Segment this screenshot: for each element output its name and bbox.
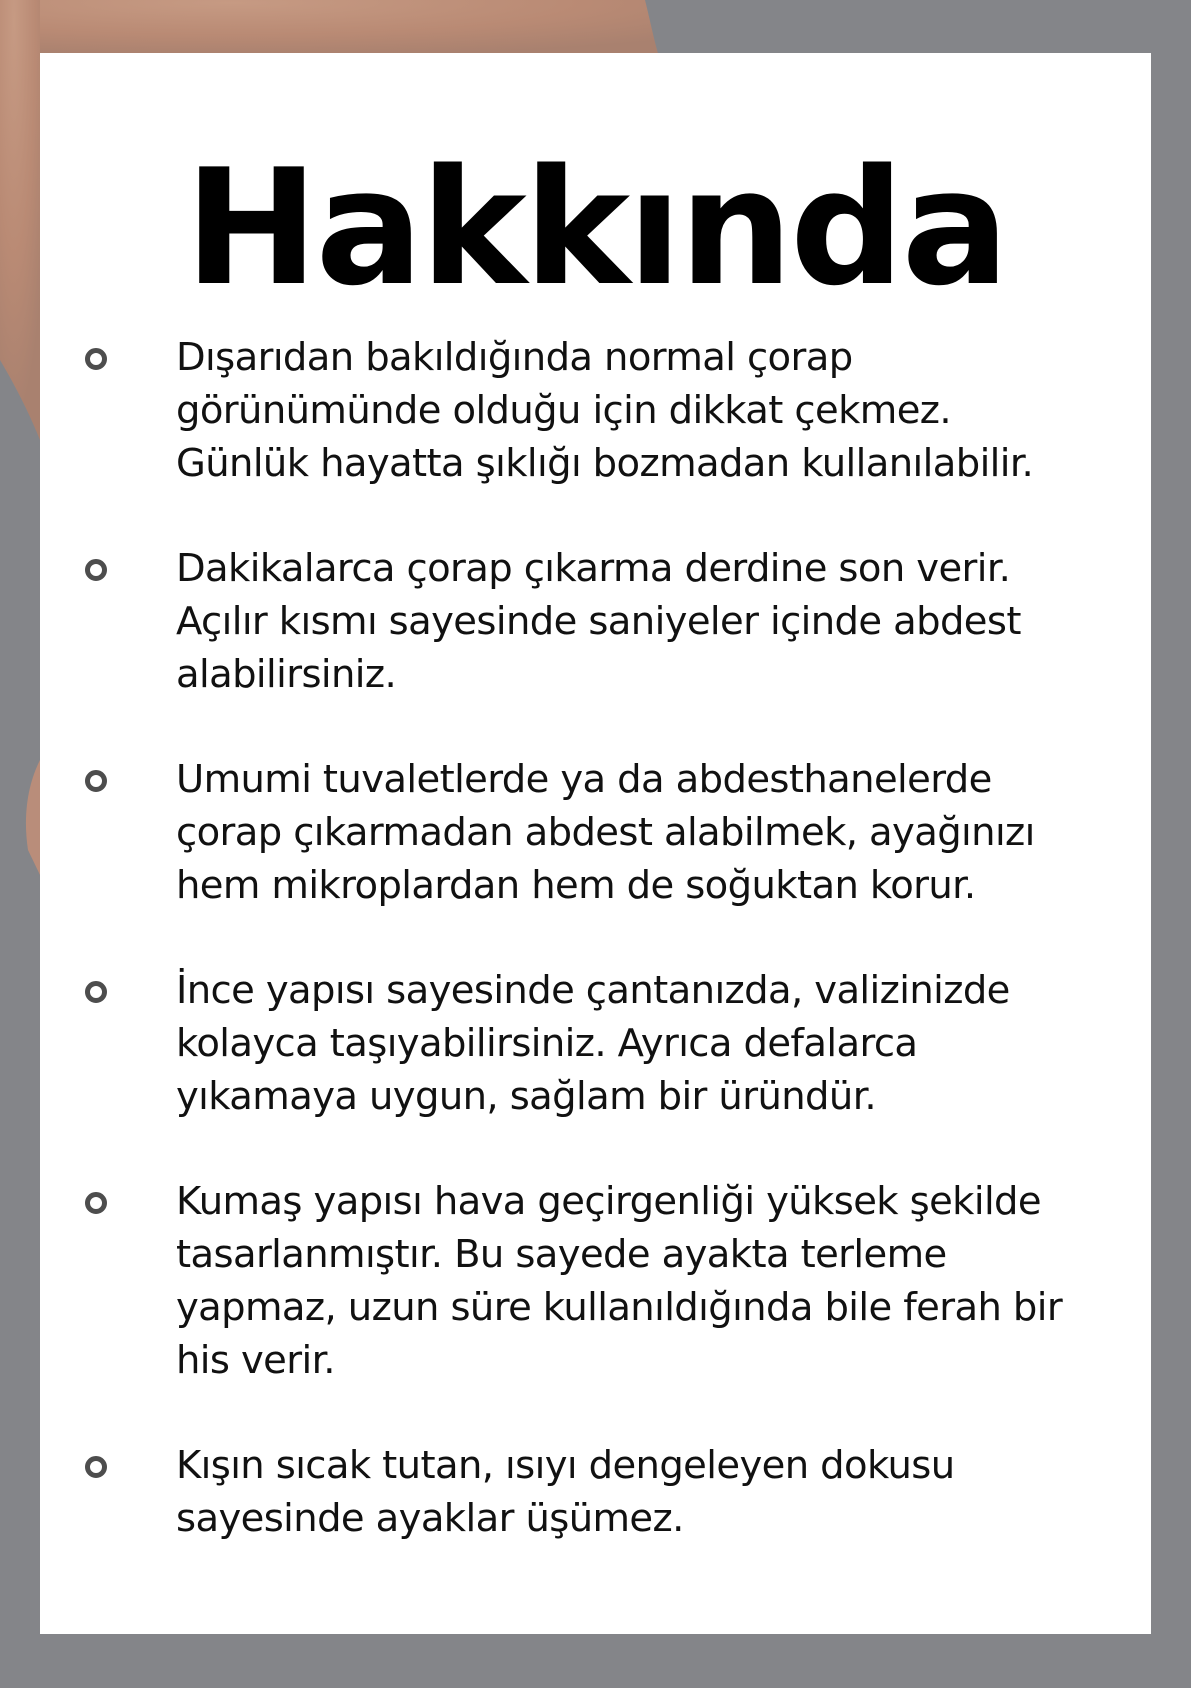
text-line: Günlük hayatta şıklığı bozmadan kullanılabilir. — [176, 441, 1034, 486]
text-line: his verir. — [176, 1338, 335, 1383]
list-item-text — [176, 1175, 1191, 1387]
bullet-circle-icon — [85, 770, 107, 792]
text-line: yapmaz, uzun süre kullanıldığında bile ferah bir — [176, 1285, 1063, 1330]
text-line: görünümünde olduğu için dikkat çekmez. — [176, 388, 952, 433]
bullet-circle-icon — [85, 348, 107, 370]
text-line: kolayca taşıyabilirsiniz. Ayrıca defalarca — [176, 1021, 918, 1066]
text-line: sayesinde ayaklar üşümez. — [176, 1496, 684, 1541]
text-line: Kumaş yapısı hava geçirgenliği yüksek şekilde — [176, 1179, 1041, 1224]
list-item-text — [176, 964, 1191, 1123]
page-title: Hakkında — [184, 134, 1007, 321]
bullet-circle-icon — [85, 1456, 107, 1478]
list-item-text — [176, 1439, 1191, 1545]
content-card — [40, 53, 1151, 1634]
list-item-text — [176, 331, 1191, 490]
text-line: Dışarıdan bakıldığında normal çorap — [176, 335, 853, 380]
bullet-circle-icon — [85, 1192, 107, 1214]
bullet-circle-icon — [85, 981, 107, 1003]
text-line: Dakikalarca çorap çıkarma derdine son verir. — [176, 546, 1011, 591]
text-line: tasarlanmıştır. Bu sayede ayakta terleme — [176, 1232, 947, 1277]
text-line: yıkamaya uygun, sağlam bir üründür. — [176, 1074, 877, 1119]
list-item-text — [176, 753, 1191, 912]
text-line: çorap çıkarmadan abdest alabilmek, ayağınızı — [176, 810, 1035, 855]
text-line: Açılır kısmı sayesinde saniyeler içinde abdest — [176, 599, 1021, 644]
text-line: alabilirsiniz. — [176, 652, 397, 697]
bullet-circle-icon — [85, 559, 107, 581]
text-line: Kışın sıcak tutan, ısıyı dengeleyen dokusu — [176, 1443, 955, 1488]
list-item-text — [176, 542, 1191, 701]
text-line: Umumi tuvaletlerde ya da abdesthanelerde — [176, 757, 992, 802]
text-line: hem mikroplardan hem de soğuktan korur. — [176, 863, 976, 908]
text-line: İnce yapısı sayesinde çantanızda, valizinizde — [176, 968, 1010, 1013]
